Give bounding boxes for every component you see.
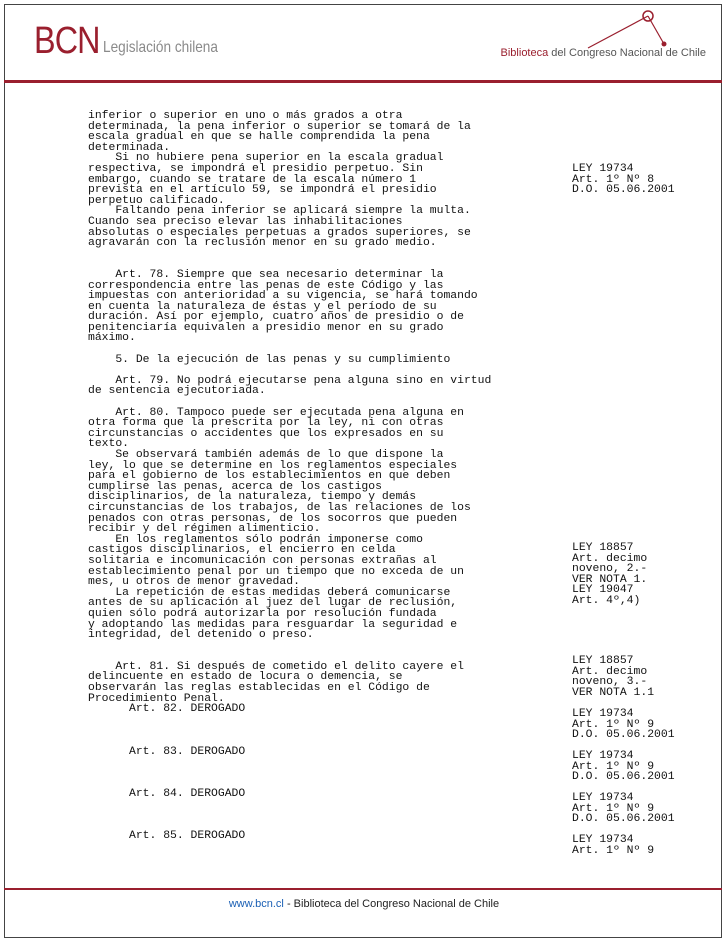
footer-divider <box>4 888 722 890</box>
bcn-logo <box>34 22 238 60</box>
document-body: inferior o superior en uno o más grados a otra determinada, la pena inferior o superior se tomará de la escala gradual en que se halle comprendida la pena determinada. Si no hubiere pena superior en la escala gradual respectiva, se impondrá el presidio perpetuo. Sin embargo, cuando se tratare de la escala número 1 prevista en el artículo 59, se impondrá el presidio perpetuo calificado. Faltando pena inferior se aplicará siempre la multa. Cuando sea preciso elevar las inhabilitaciones absolutas o especiales perpetuas a grados superiores, se agravarán con la reclusión menor en su grado medio. Art. 78. Siempre que sea necesario determinar la correspondencia entre las penas de este Código y las impuestas con anterioridad a su vigencia, se hará tomando en cuenta la naturaleza de éstas y el período de su duración. Así por ejemplo, cuatro años de presidio o de penitenciaría equivalen a presidio menor en su grado máximo. 5. De la ejecución de las penas y su cumplimiento Art. 79. No podrá ejecutarse pena alguna sino en virtud de sentencia ejecutoriada. Art. 80. Tampoco puede ser ejecutada pena alguna en otra forma que la prescrita por la ley, ni con otras circunstancias o accidentes que los expresados en su texto. Se observará también además de lo que dispone la ley, lo que se determine en los reglamentos especiales para el gobierno de los establecimientos en que deben cumplirse las penas, acerca de los castigos disciplinarios, de la naturaleza, tiempo y demás circunstancias de los trabajos, de las relaciones de los penados con otras personas, de los socorros que pueden recibir y del régimen alimenticio. En los reglamentos sólo podrán imponerse como castigos disciplinarios, el encierro en celda solitaria e incomunicación con personas extrañas al establecimiento penal por un tiempo que no exceda de un mes, u otros de menor gravedad. La repetición de estas medidas deberá comunicarse antes de su aplicación al juez del lugar de reclusión, quien sólo podrá autorizarla por resolución fundada y adoptando las medidas para resguardar la seguridad e integridad, del detenido o preso. Art. 81. Si después de cometido el delito cayere el delincuente en estado de locura o demencia, se observarán las reglas establecidas en el Código de Procedimiento Penal. Art. 82. DEROGADO Art. 83. DEROGADO Art. 84. DEROGADO Art. 85. DEROGADO <box>88 110 492 843</box>
header-divider <box>4 80 722 83</box>
side-note-6: LEY 19734 Art. 1º Nº 9 D.O. 05.06.2001 <box>572 792 675 826</box>
library-name-rest: del Congreso Nacional de Chile <box>548 47 706 59</box>
library-name <box>501 47 706 59</box>
logo-subtitle: Legislación chilena <box>103 39 219 56</box>
footer-link[interactable]: www.bcn.cl <box>228 898 284 910</box>
logo-bcn-text: BCN <box>34 20 100 62</box>
side-note-5: LEY 19734 Art. 1º Nº 9 D.O. 05.06.2001 <box>572 750 675 784</box>
footer <box>0 898 728 910</box>
side-note-1: LEY 19734 Art. 1º Nº 8 D.O. 05.06.2001 <box>572 163 675 197</box>
library-name-strong: Biblioteca <box>500 47 549 59</box>
side-note-7: LEY 19734 Art. 1º Nº 9 <box>572 834 655 857</box>
side-note-2: LEY 18857 Art. decimo noveno, 2.- VER NOTA 1. LEY 19047 Art. 4º,4) <box>572 542 648 607</box>
footer-text: - Biblioteca del Congreso Nacional de Chile <box>283 898 500 910</box>
side-note-3: LEY 18857 Art. decimo noveno, 3.- VER NOTA 1.1 <box>572 655 655 699</box>
side-note-4: LEY 19734 Art. 1º Nº 9 D.O. 05.06.2001 <box>572 708 675 742</box>
